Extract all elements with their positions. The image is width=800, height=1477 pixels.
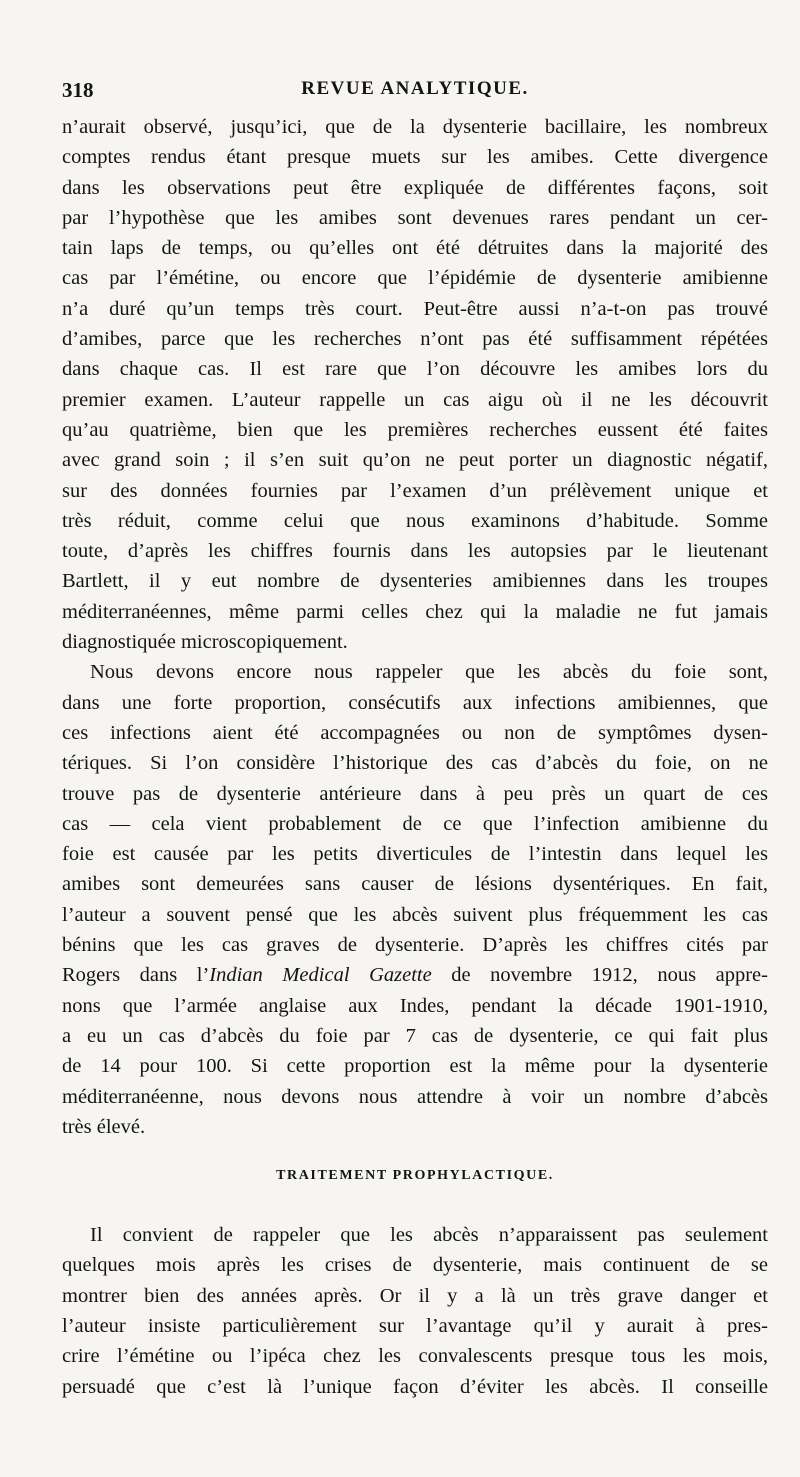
text-line: dans les observations peut être expliquée de différentes façons, soit	[62, 176, 768, 199]
text-line: qu’au quatrième, bien que les premières recherches eussent été faites	[62, 418, 768, 441]
text-line: cas — cela vient probablement de ce que l’infection amibienne du	[62, 812, 768, 835]
text-line: a eu un cas d’abcès du foie par 7 cas de dysenterie, ce qui fait plus	[62, 1024, 768, 1047]
text-line: dans chaque cas. Il est rare que l’on découvre les amibes lors du	[62, 358, 768, 381]
text-line: Il convient de rappeler que les abcès n’apparaissent pas seulement	[90, 1224, 768, 1247]
text-line: quelques mois après les crises de dysenterie, mais continuent de se	[62, 1254, 768, 1277]
text-line: d’amibes, parce que les recherches n’ont pas été suffisamment répétées	[62, 328, 768, 351]
running-head	[62, 78, 768, 112]
text-fragment: de novembre 1912, nous appre-	[431, 964, 768, 987]
text-line: très réduit, comme celui que nous examinons d’habitude. Somme	[62, 509, 768, 532]
text-line: méditerranéenne, nous devons nous attendre à voir un nombre d’abcès	[62, 1085, 768, 1108]
text-line: Nous devons encore nous rappeler que les abcès du foie sont,	[90, 661, 768, 684]
text-line: tain laps de temps, ou qu’elles ont été détruites dans la majorité des	[62, 237, 768, 260]
text-line: par l’hypothèse que les amibes sont devenues rares pendant un cer-	[62, 206, 768, 229]
text-line: foie est causée par les petits diverticules de l’intestin dans lequel les	[62, 843, 768, 866]
text-line: toute, d’après les chiffres fournis dans les autopsies par le lieutenant	[62, 540, 768, 563]
book-page	[62, 78, 768, 1402]
text-line: l’auteur insiste particulièrement sur l’avantage qu’il y aurait à pres-	[62, 1314, 768, 1337]
text-line: nons que l’armée anglaise aux Indes, pendant la décade 1901-1910,	[62, 994, 768, 1017]
text-line: persuadé que c’est là l’unique façon d’éviter les abcès. Il conseille	[62, 1375, 768, 1398]
text-line: n’aurait observé, jusqu’ici, que de la dysenterie bacillaire, les nombreux	[62, 116, 768, 138]
journal-title: Indian Medical Gazette	[209, 964, 432, 987]
text-line: trouve pas de dysenterie antérieure dans à peu près un quart de ces	[62, 782, 768, 805]
paragraph-1	[62, 112, 768, 657]
text-line: Bartlett, il y eut nombre de dysenteries amibiennes dans les troupes	[62, 570, 768, 593]
text-line: de 14 pour 100. Si cette proportion est la même pour la dysenterie	[62, 1055, 768, 1078]
text-line: comptes rendus étant presque muets sur les amibes. Cette divergence	[62, 146, 768, 169]
text-line: cas par l’émétine, ou encore que l’épidémie de dysenterie amibienne	[62, 267, 768, 290]
text-line: amibes sont demeurées sans causer de lésions dysentériques. En fait,	[62, 873, 768, 896]
text-line: l’auteur a souvent pensé que les abcès suivent plus fréquemment les cas	[62, 903, 768, 926]
text-line: méditerranéennes, même parmi celles chez qui la maladie ne fut jamais	[62, 600, 768, 623]
text-fragment: Rogers dans l’	[62, 964, 210, 987]
running-title: REVUE ANALYTIQUE.	[301, 78, 529, 99]
text-line: crire l’émétine ou l’ipéca chez les convalescents presque tous les mois,	[62, 1345, 768, 1368]
text-line: montrer bien des années après. Or il y a là un très grave danger et	[62, 1284, 768, 1307]
text-line: tériques. Si l’on considère l’historique des cas d’abcès du foie, on ne	[62, 752, 768, 775]
text-line: très élevé.	[62, 1115, 146, 1138]
text-line: ces infections aient été accompagnées ou non de symptômes dysen-	[62, 721, 768, 744]
text-line: sur des données fournies par l’examen d’un prélèvement unique et	[62, 479, 768, 502]
text-line: premier examen. L’auteur rappelle un cas aigu où il ne les découvrit	[62, 388, 768, 411]
text-line: diagnostiquée microscopiquement.	[62, 631, 348, 654]
paragraph-2	[62, 657, 768, 1142]
text-line	[62, 960, 768, 990]
page-number: 318	[62, 78, 94, 102]
paragraph-3	[62, 1220, 768, 1402]
text-line: dans une forte proportion, consécutifs aux infections amibiennes, que	[62, 691, 768, 714]
text-line: bénins que les cas graves de dysenterie. D’après les chiffres cités par	[62, 934, 768, 957]
text-line: avec grand soin ; il s’en suit qu’on ne peut porter un diagnostic négatif,	[62, 449, 768, 472]
text-line: n’a duré qu’un temps très court. Peut-être aussi n’a-t-on pas trouvé	[62, 297, 768, 320]
section-heading: TRAITEMENT PROPHYLACTIQUE.	[276, 1168, 554, 1184]
